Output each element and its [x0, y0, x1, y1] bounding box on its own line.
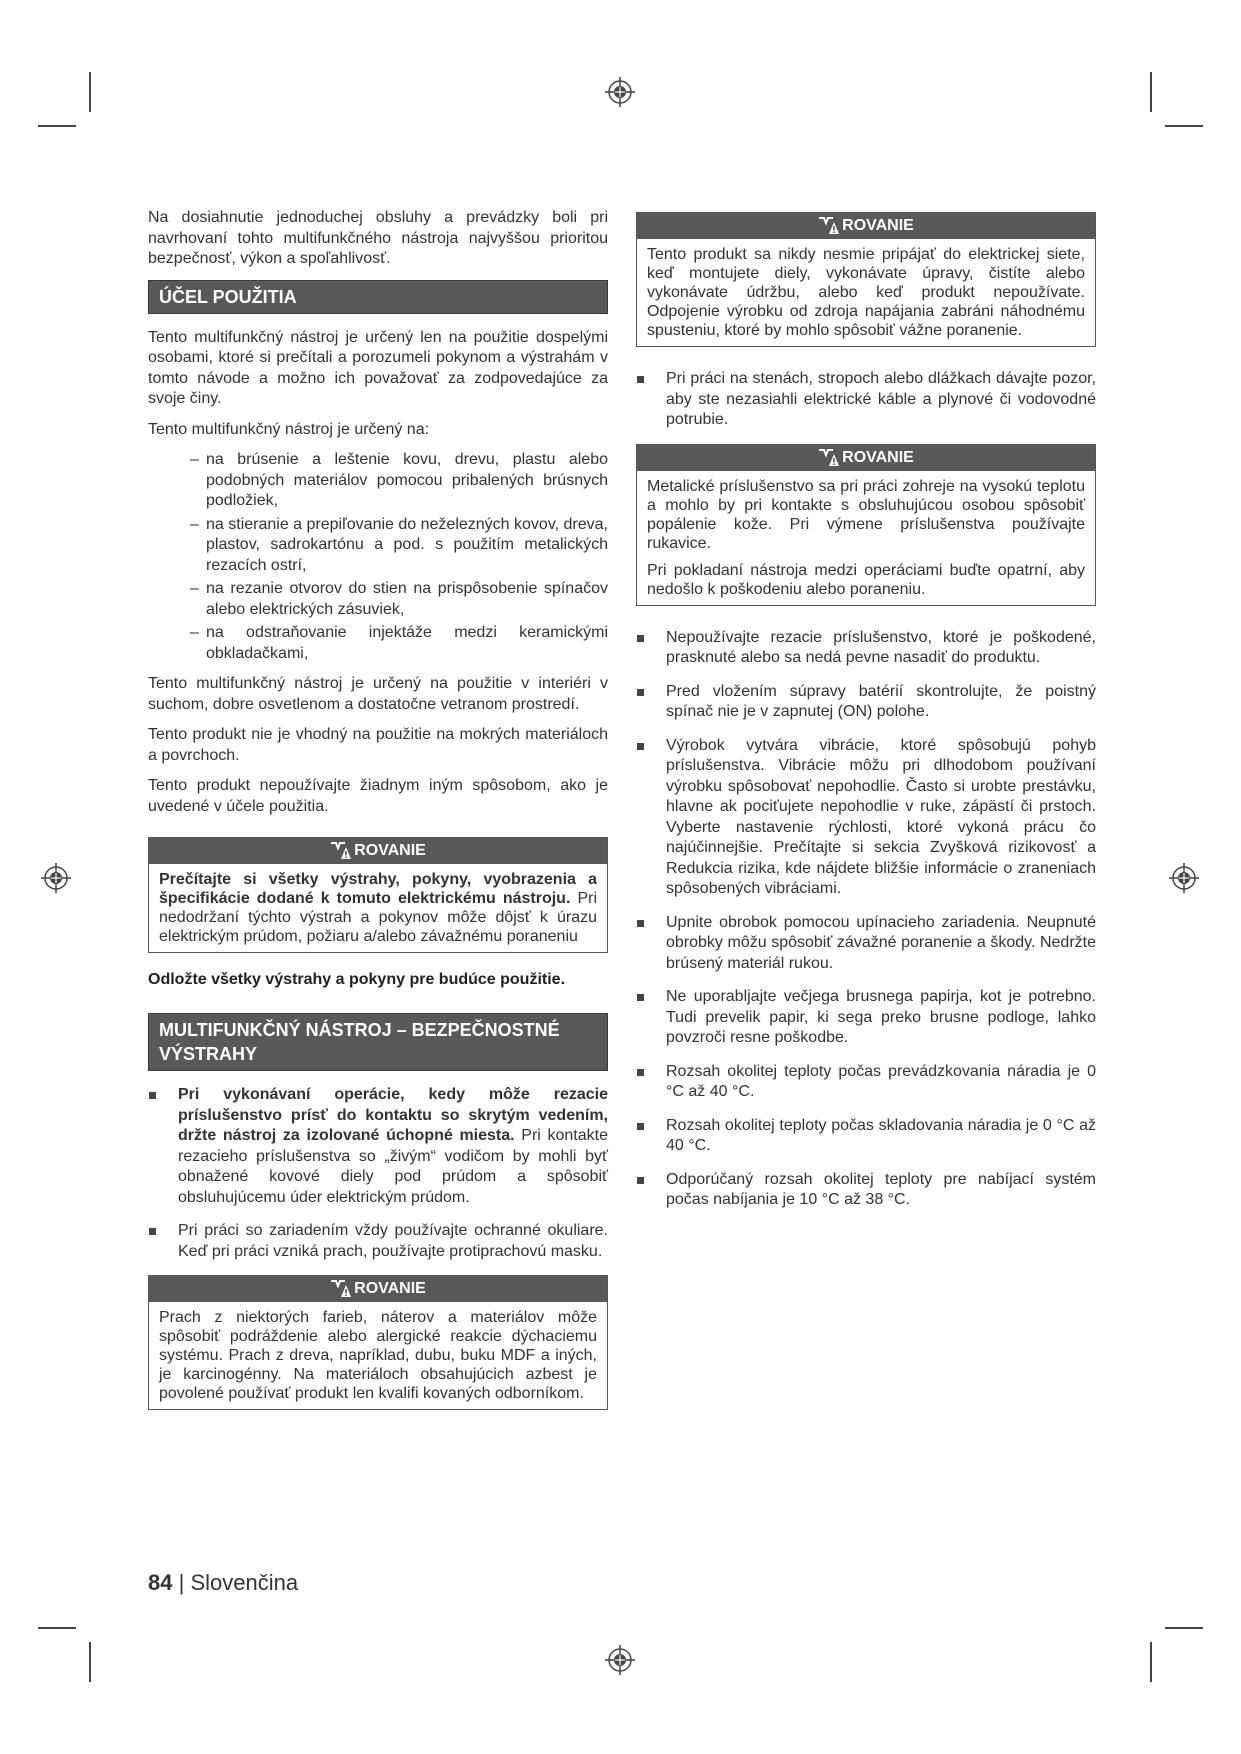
warning-text: Pri pokladaní nástroja medzi operáciami buďte opatrní, aby nedošlo k poškodeniu alebo poraneniu.: [647, 561, 1085, 598]
warning-box: [636, 212, 1096, 347]
bullet-square-icon: [637, 1123, 644, 1130]
bullet-square-icon: [637, 920, 644, 927]
crop-mark: [1150, 72, 1152, 112]
purpose-paragraph: Tento produkt nie je vhodný na použitie na mokrých materiáloch a povrchoch.: [148, 726, 608, 764]
warning-text: Metalické príslušenstvo sa pri práci zohreje na vysokú teplotu a mohlo by pri kontakte s obsluhujúcou osobou spôsobiť popálenie kože. Pri výmene príslušenstva používajte rukavice.: [647, 477, 1085, 552]
list-item: Pred vložením súpravy batérií skontrolujte, že poistný spínač nie je v zapnutej (ON) polohe.: [636, 682, 1096, 723]
list-item: Upnite obrobok pomocou upínacieho zariadenia. Neupnuté obrobky môžu spôsobiť závažné poranenie a škody. Nedržte brúsený materiál rukou.: [636, 913, 1096, 975]
crop-mark: [38, 125, 76, 127]
warning-box: [148, 1275, 608, 1410]
bullet-square-icon: [637, 1177, 644, 1184]
list-item: Pri práci so zariadením vždy používajte ochranné okuliare. Keď pri práci vzniká prach, používajte protiprachovú masku.: [148, 1221, 608, 1262]
crop-mark: [89, 1642, 91, 1682]
registration-mark-icon: [40, 862, 72, 894]
warning-header: [149, 1276, 607, 1302]
list-item: – na brúsenie a leštenie kovu, drevu, plastu alebo podobných materiálov pomocou pribalených brúsnych podložiek,: [190, 451, 608, 509]
purpose-paragraph: Tento multifunkčný nástroj je určený na použitie v interiéri v suchom, dobre osvetlenom a dostatočne vetranom prostredí.: [148, 675, 608, 713]
registration-mark-icon: [1168, 862, 1200, 894]
warning-triangle-icon: [330, 1280, 352, 1298]
warning-box: [636, 444, 1096, 606]
safety-list: [148, 1085, 608, 1262]
intro-paragraph: Na dosiahnutie jednoduchej obsluhy a prevádzky boli pri navrhovaní tohto multifunkčného nástroja najvyššou prioritou bezpečnosť, výkon a spoľahlivosť.: [148, 209, 608, 267]
warning-label: ROVANIE: [842, 217, 914, 234]
warning-text: Prach z niektorých farieb, náterov a materiálov môže spôsobiť podráždenie alebo alergické reakcie dýchaciemu systému. Prach z dreva, napríklad, dubu, buku MDF a iných, je karcinogénny. Na materiáloch obsahujúcich azbest je povolené používať produkt len kvalifi kovaných odborníkom.: [159, 1309, 597, 1402]
crop-mark: [89, 72, 91, 112]
warning-label: ROVANIE: [354, 842, 426, 859]
uses-list: [148, 450, 608, 664]
bullet-square-icon: [637, 689, 644, 696]
warning-triangle-icon: [330, 842, 352, 860]
list-item: Nepoužívajte rezacie príslušenstvo, ktoré je poškodené, prasknuté alebo sa nedá pevne nasadiť do produktu.: [636, 628, 1096, 669]
right-list-top: [636, 369, 1096, 431]
bullet-square-icon: [637, 1069, 644, 1076]
warning-triangle-icon: [818, 449, 840, 467]
footer-language: Slovenčina: [190, 1570, 299, 1595]
left-column: [148, 208, 608, 1424]
purpose-paragraph: Tento multifunkčný nástroj je určený len na použitie dospelými osobami, ktoré si prečítali a porozumeli pokynom a výstrahám v tomto návode a možno ich považovať za zodpovedajúce za svoje činy.: [148, 328, 608, 407]
crop-mark: [1165, 1627, 1203, 1629]
bullet-square-icon: [149, 1092, 156, 1099]
page-footer: 84 | Slovenčina: [148, 1570, 299, 1595]
bullet-square-icon: [637, 635, 644, 642]
keep-instructions-note: Odložte všetky výstrahy a pokyny pre budúce použitie.: [148, 971, 566, 988]
list-item: Výrobok vytvára vibrácie, ktoré spôsobujú pohyb príslušenstva. Vibrácie môžu pri dlhodobom používaní výrobku spôsobovať nepohodlie. Často si urobte prestávku, hlavne ak pociťujete nepohodlie v ruke, zápästí či prstoch. Vyberte nastavenie rýchlosti, ktoré vykoná prácu čo najúčinnejšie. Prečítajte si sekcia Zvyšková rizikovosť a Redukcia rizika, kde nájdete bližšie informácie o zraneniach spôsobených vibráciami.: [636, 736, 1096, 900]
warning-header: [637, 445, 1095, 471]
list-item: – na stieranie a prepiľovanie do neželezných kovov, dreva, plastov, sadrokartónu a pod. s použitím metalických rezacích ostrí,: [190, 515, 608, 574]
crop-mark: [1165, 125, 1203, 127]
crop-mark: [38, 1627, 76, 1629]
list-item: Rozsah okolitej teploty počas prevádzkovania náradia je 0 °C až 40 °C.: [636, 1062, 1096, 1103]
list-item: Rozsah okolitej teploty počas skladovania náradia je 0 °C až 40 °C.: [636, 1116, 1096, 1157]
page-number: 84: [148, 1570, 173, 1595]
warning-text: Tento produkt sa nikdy nesmie pripájať do elektrickej siete, keď montujete diely, vykonávate úpravy, čistíte alebo vykonávate údržbu, alebo keď produkt nepoužívate. Odpojenie výrobku od zdroja napájania zabráni náhodnému spusteniu, ktoré by mohlo spôsobiť vážne poranenie.: [647, 246, 1085, 339]
warning-header: [637, 213, 1095, 239]
list-item: – na rezanie otvorov do stien na prispôsobenie spínačov alebo elektrických zásuviek,: [190, 580, 608, 618]
purpose-paragraph: Tento multifunkčný nástroj je určený na:: [148, 420, 430, 438]
section-heading-safety: MULTIFUNKČNÝ NÁSTROJ – BEZPEČNOSTNÉ VÝSTRAHY: [148, 1013, 608, 1071]
warning-label: ROVANIE: [354, 1280, 426, 1297]
list-item: – na odstraňovanie injektáže medzi keramickými obkladačkami,: [190, 624, 608, 662]
list-item: Pri vykonávaní operácie, kedy môže rezacie príslušenstvo prísť do kontaktu so skrytým vedením, držte nástroj za izolované úchopné miesta. Pri kontakte rezacieho príslušenstva so „živým“ vodičom by mohli byť obnažené kovové diely pod prúdom a spôsobiť obsluhujúcemu úder elektrickým prúdom.: [148, 1085, 608, 1208]
bullet-square-icon: [149, 1228, 156, 1235]
list-item: Ne uporabljajte večjega brusnega papirja, kot je potrebno. Tudi prevelik papir, ki sega preko brusne podloge, lahko povzroči resne poškodbe.: [636, 987, 1096, 1049]
warning-triangle-icon: [818, 217, 840, 235]
section-heading-purpose: ÚČEL POUŽITIA: [148, 280, 608, 314]
right-list: [636, 628, 1096, 1211]
warning-header: [149, 838, 607, 864]
warning-text: Prečítajte si všetky výstrahy, pokyny, vyobrazenia a špecifikácie dodané k tomuto elektrickému nástroju. Pri nedodržaní týchto výstrah a pokynov môže dôjsť k úrazu elektrickým prúdom, požiaru a/alebo závažnému poraneniu: [159, 871, 597, 945]
registration-mark-icon: [604, 1644, 636, 1676]
right-column: [636, 210, 1096, 1224]
purpose-paragraph: Tento produkt nepoužívajte žiadnym iným spôsobom, ako je uvedené v účele použitia.: [148, 777, 608, 815]
bullet-square-icon: [637, 376, 644, 383]
warning-box: [148, 837, 608, 953]
list-item: Odporúčaný rozsah okolitej teploty pre nabíjací systém počas nabíjania je 10 °C až 38 °C.: [636, 1170, 1096, 1211]
crop-mark: [1150, 1642, 1152, 1682]
bullet-square-icon: [637, 743, 644, 750]
warning-label: ROVANIE: [842, 448, 914, 466]
registration-mark-icon: [604, 76, 636, 108]
bullet-square-icon: [637, 994, 644, 1001]
list-item: Pri práci na stenách, stropoch alebo dlážkach dávajte pozor, aby ste nezasiahli elektrické káble a plynové či vodovodné potrubie.: [636, 369, 1096, 431]
